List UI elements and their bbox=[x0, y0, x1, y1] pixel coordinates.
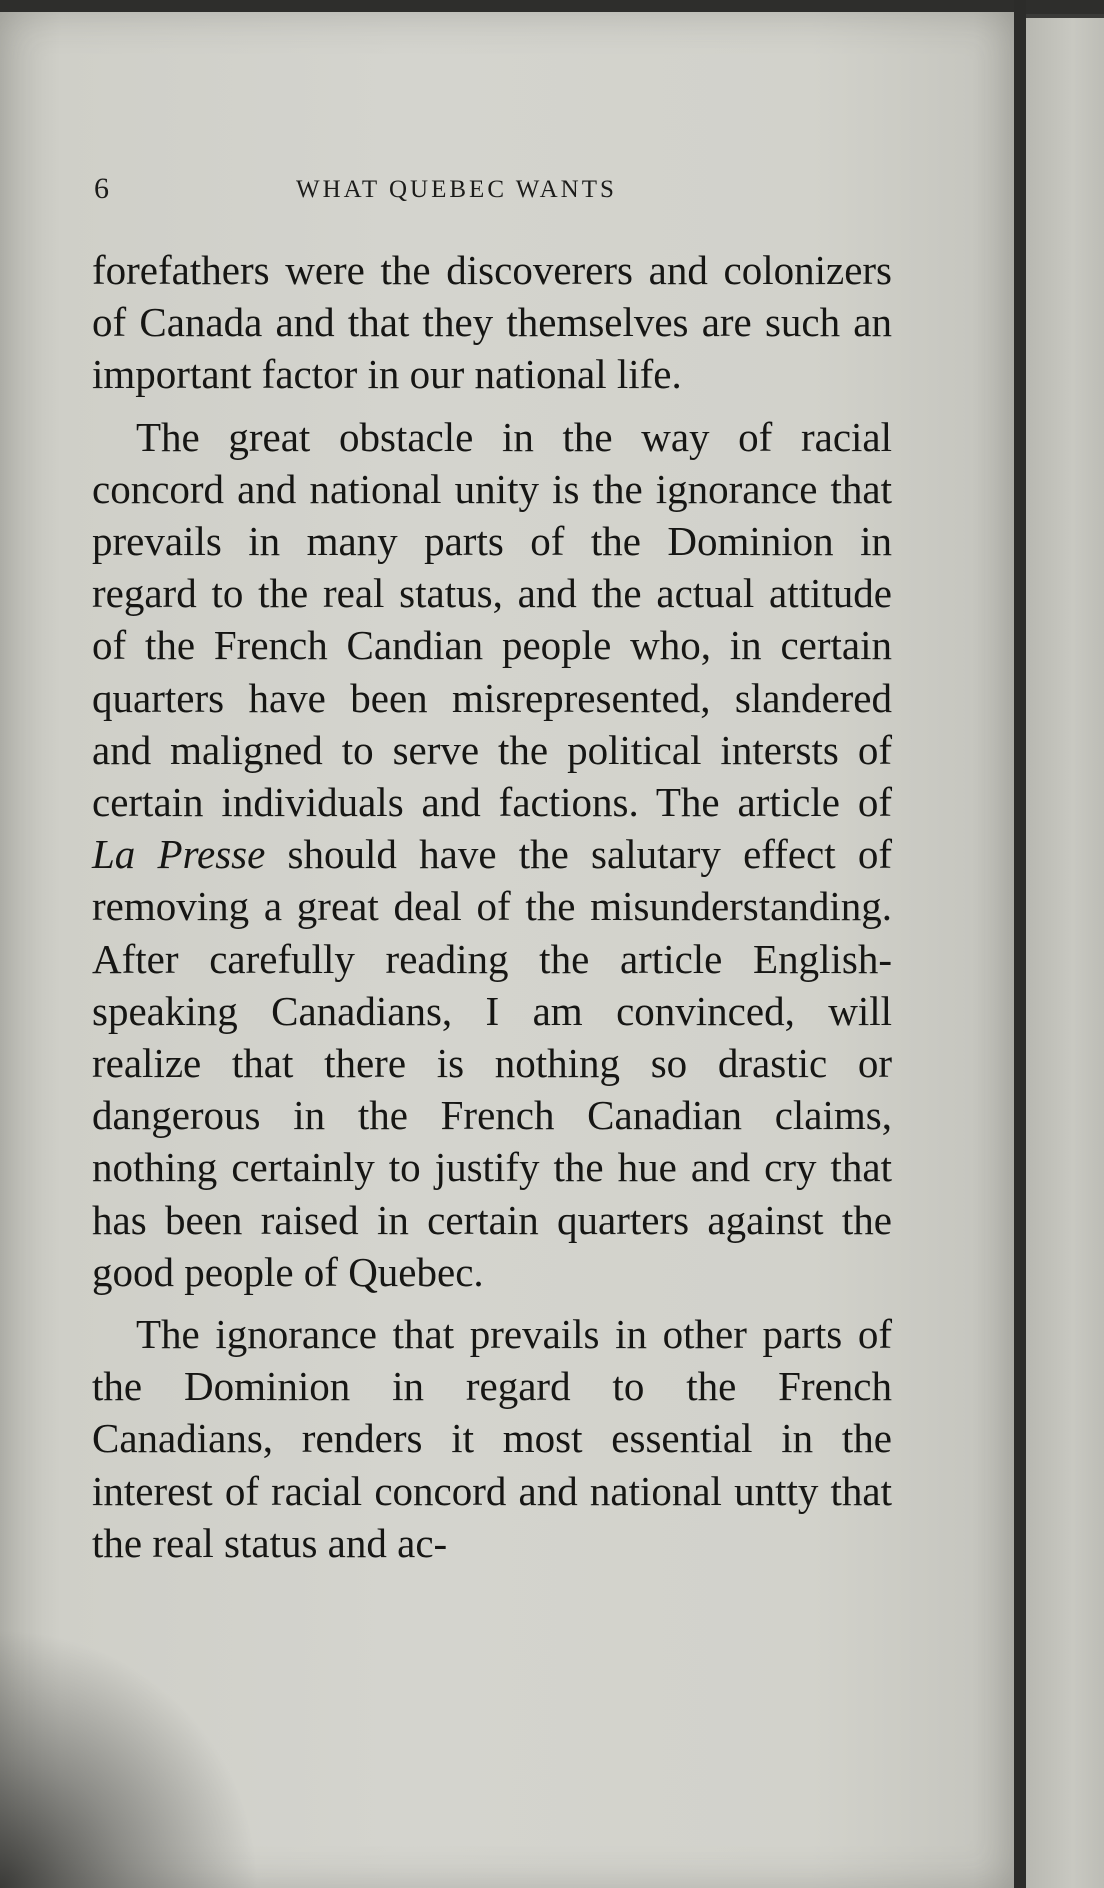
paragraph-text: The great obstacle in the way of racial concord and national unity is the ignorance that prevails in many parts of the Dominion in regard to the real status, and the actual attitude of the French Candian people who, in certain quarters have been misrepresented, slandered and maligned to serve the political intersts of certain individuals and factions. The article of bbox=[92, 413, 892, 826]
page-sheet bbox=[0, 12, 1014, 1888]
paragraph bbox=[92, 411, 892, 1298]
paragraph-text: should have the salutary effect of removing a great deal of the misunderstanding. After carefully reading the article English-speaking Canadians, I am convinced, will realize that there is nothing so drastic or dangerous in the French Canadian claims, nothing certainly to justify the hue and cry that has been raised in certain quarters against the good people of Quebec. bbox=[92, 831, 893, 1295]
running-title: WHAT QUEBEC WANTS bbox=[296, 176, 617, 203]
paragraph-continued: forefathers were the discoverers and colonizers of Canada and that they themselves are such an important factor in our national life. bbox=[92, 247, 892, 398]
running-head bbox=[0, 172, 1014, 212]
newspaper-title: La Presse bbox=[92, 831, 266, 878]
body-text bbox=[92, 244, 892, 1569]
paragraph: The ignorance that prevails in other parts of the Dominion in regard to the French Canadians, renders it most essential in the interest of racial concord and national untty that the real status and ac- bbox=[92, 1311, 892, 1566]
page-number: 6 bbox=[94, 172, 110, 205]
adjacent-page-edge bbox=[1026, 18, 1104, 1888]
gutter-shadow bbox=[1014, 0, 1026, 1888]
